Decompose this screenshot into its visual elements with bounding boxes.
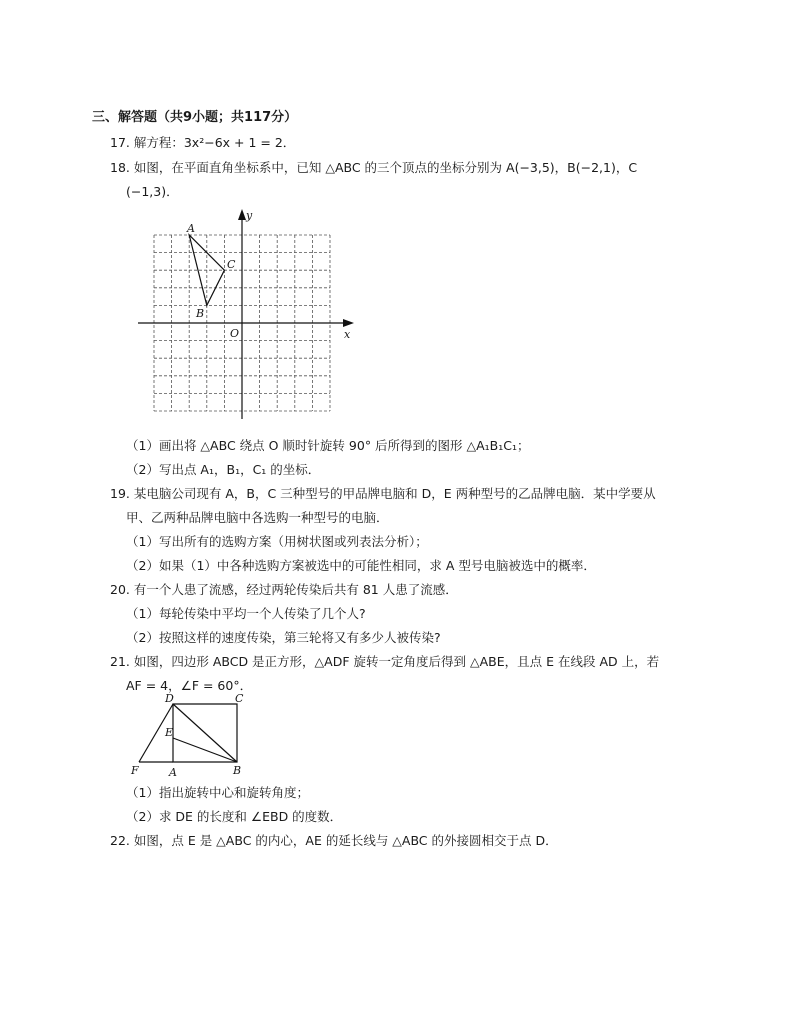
question-18-line1: 18. 如图，在平面直角坐标系中，已知 △ABC 的三个顶点的坐标分别为 A(−3,5)，B(−2,1)，C: [110, 160, 638, 175]
question-21-line2: AF = 4，∠F = 60°．: [126, 678, 253, 693]
question-21-line1: 21. 如图，四边形 ABCD 是正方形，△ADF 旋转一定角度后得到 △ABE，且点 E 在线段 AD 上，若: [110, 654, 660, 669]
segment-db: [173, 704, 237, 762]
segment-eb: [173, 738, 237, 762]
question-19-sub2: （2）如果（1）中各种选购方案被选中的可能性相同，求 A 型号电脑被选中的概率．: [126, 558, 596, 573]
y-axis-arrow: [238, 209, 246, 220]
label-a: A: [169, 766, 177, 779]
label-c: C: [235, 692, 244, 705]
label-x: x: [344, 328, 351, 341]
question-18-sub1: （1）画出将 △ABC 绕点 O 顺时针旋转 90° 后所得到的图形 △A₁B₁C₁；: [126, 438, 530, 453]
question-20-line1: 20. 有一个人患了流感，经过两轮传染后共有 81 人患了流感．: [110, 582, 458, 597]
label-b: B: [233, 764, 242, 777]
axes: [138, 215, 348, 419]
coordinate-grid-figure: [130, 205, 365, 420]
question-17: 17. 解方程：3x²−6x + 1 = 2．: [110, 135, 296, 150]
label-a: A: [187, 222, 195, 235]
question-21-sub1: （1）指出旋转中心和旋转角度；: [126, 785, 309, 800]
label-o: O: [230, 327, 240, 340]
question-19-line2: 甲、乙两种品牌电脑中各选购一种型号的电脑．: [126, 510, 389, 525]
question-18-sub2: （2）写出点 A₁，B₁，C₁ 的坐标．: [126, 462, 321, 477]
question-20-sub1: （1）每轮传染中平均一个人传染了几个人?: [126, 606, 366, 621]
label-c: C: [227, 258, 236, 271]
question-19-sub1: （1）写出所有的选购方案（用树状图或列表法分析）；: [126, 534, 428, 549]
section-title: 三、解答题（共9小题；共117分）: [92, 110, 298, 125]
label-e: E: [165, 726, 174, 739]
question-20-sub2: （2）按照这样的速度传染，第三轮将又有多少人被传染?: [126, 630, 441, 645]
x-axis-arrow: [343, 319, 354, 327]
label-b: B: [196, 307, 205, 320]
question-18-line2: (−1,3)．: [126, 184, 179, 199]
question-21-sub2: （2）求 DE 的长度和 ∠EBD 的度数．: [126, 809, 343, 824]
square-figure: [125, 690, 260, 780]
label-d: D: [165, 692, 174, 705]
question-19-line1: 19. 某电脑公司现有 A，B，C 三种型号的甲品牌电脑和 D，E 两种型号的乙品牌电脑．某中学要从: [110, 486, 656, 501]
label-y: y: [246, 209, 253, 222]
question-22: 22. 如图，点 E 是 △ABC 的内心，AE 的延长线与 △ABC 的外接圆相交于点 D．: [110, 833, 558, 848]
label-f: F: [131, 764, 139, 777]
